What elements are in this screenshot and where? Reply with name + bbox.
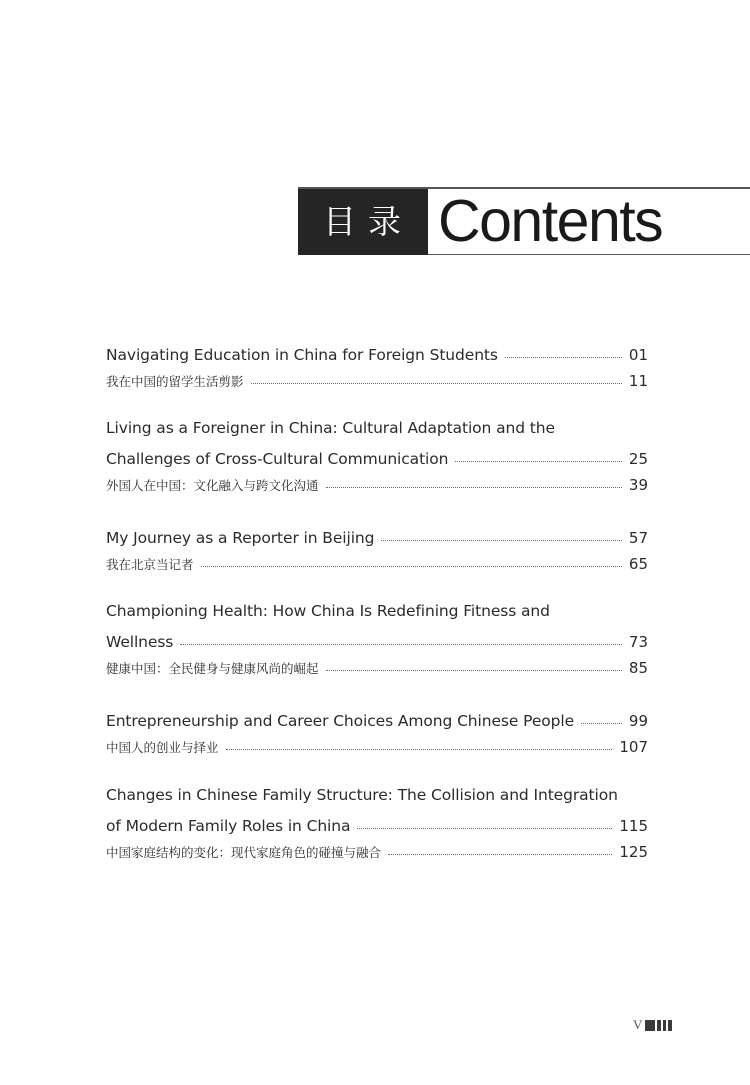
toc-entry-page: 99	[628, 712, 648, 730]
toc-entry-title: Wellness	[106, 633, 174, 651]
page-number-marker	[633, 1018, 672, 1032]
toc-entry-page: 65	[628, 555, 648, 573]
toc-entry[interactable]	[106, 444, 648, 468]
toc-entry[interactable]	[106, 785, 648, 809]
toc-entry[interactable]	[106, 418, 648, 442]
toc-entry-title: 我在中国的留学生活剪影	[106, 374, 244, 389]
toc-entry-page: 39	[628, 476, 648, 494]
toc-entry-page: 57	[628, 529, 648, 547]
leader-dots	[388, 854, 612, 855]
leader-dots	[251, 383, 622, 384]
toc-entry[interactable]	[106, 601, 648, 625]
leader-dots	[357, 828, 612, 829]
toc-entry[interactable]	[106, 732, 648, 756]
toc-entry-page: 25	[628, 450, 648, 468]
toc-entry-title: Championing Health: How China Is Redefining Fitness and	[106, 602, 550, 620]
header-bottom-rule	[428, 254, 750, 255]
toc-entry-page: 73	[628, 633, 648, 651]
decorative-bars	[645, 1020, 672, 1031]
toc-entry[interactable]	[106, 470, 648, 494]
toc-entry-page: 01	[628, 346, 648, 364]
toc-entry-title: 外国人在中国：文化融入与跨文化沟通	[106, 478, 319, 493]
toc-entry[interactable]	[106, 340, 648, 364]
toc-entry-title: Navigating Education in China for Foreign Students	[106, 346, 498, 364]
toc-entry-title: Living as a Foreigner in China: Cultural Adaptation and the	[106, 419, 555, 437]
toc-entry-page: 115	[619, 817, 648, 835]
leader-dots	[455, 461, 622, 462]
header-title-cn: 目录	[323, 202, 413, 241]
page-numeral: V	[633, 1017, 643, 1032]
toc-entry-title: Entrepreneurship and Career Choices Among Chinese People	[106, 712, 575, 730]
leader-dots	[326, 487, 622, 488]
toc-entry-title: 健康中国：全民健身与健康风尚的崛起	[106, 661, 319, 676]
toc-entry-title: My Journey as a Reporter in Beijing	[106, 529, 375, 547]
toc-entry-title: Changes in Chinese Family Structure: The Collision and Integration	[106, 786, 618, 804]
leader-dots	[226, 749, 613, 750]
toc-entry-title: 中国人的创业与择业	[106, 740, 219, 755]
leader-dots	[381, 540, 622, 541]
toc-entry[interactable]	[106, 366, 648, 390]
toc-entry[interactable]	[106, 523, 648, 547]
toc-entry[interactable]	[106, 549, 648, 573]
toc-entry-page: 85	[628, 659, 648, 677]
leader-dots	[201, 566, 622, 567]
toc-entry-page: 107	[619, 738, 648, 756]
header-title-en: Contents	[438, 188, 663, 254]
toc-entry[interactable]	[106, 811, 648, 835]
toc-entry[interactable]	[106, 837, 648, 861]
leader-dots	[581, 723, 622, 724]
toc-entry[interactable]	[106, 627, 648, 651]
leader-dots	[505, 357, 622, 358]
toc-entry[interactable]	[106, 653, 648, 677]
toc-entry-page: 125	[619, 843, 648, 861]
toc-entry-title: of Modern Family Roles in China	[106, 817, 351, 835]
leader-dots	[326, 670, 622, 671]
toc-entry-title: 中国家庭结构的变化：现代家庭角色的碰撞与融合	[106, 845, 382, 860]
toc-entry[interactable]	[106, 706, 648, 730]
toc-entry-title: 我在北京当记者	[106, 557, 194, 572]
toc-entry-page: 11	[628, 372, 648, 390]
leader-dots	[180, 644, 622, 645]
toc-entry-title: Challenges of Cross-Cultural Communication	[106, 450, 449, 468]
